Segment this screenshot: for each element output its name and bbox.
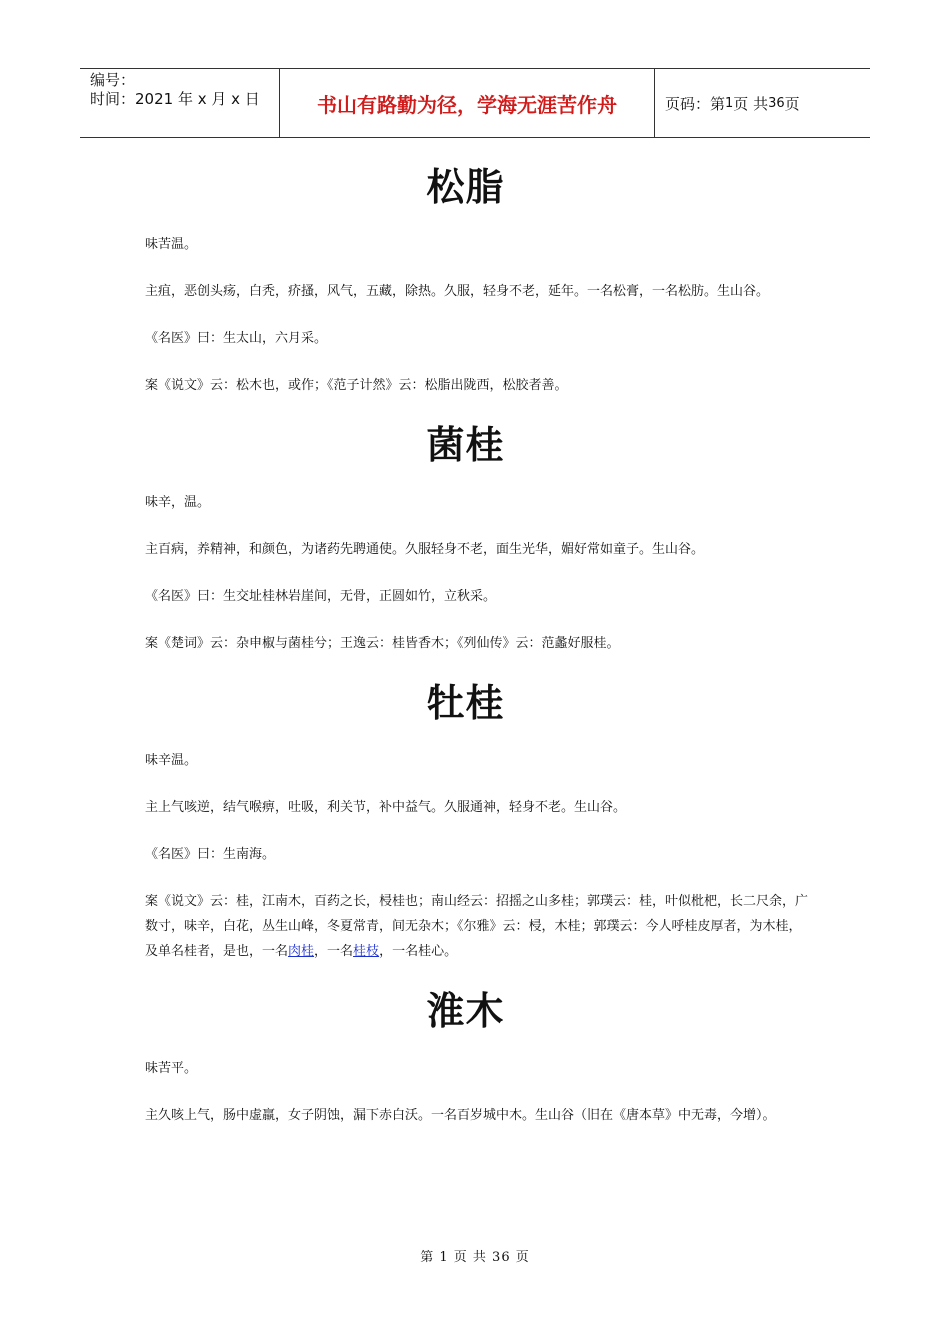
entry-note: 案《楚词》云：杂申椒与菌桂兮；王逸云：桂皆香木；《列仙传》云：范蠡好服桂。 <box>145 636 620 651</box>
entry-indications: 主上气咳逆，结气喉痹，吐吸，利关节，补中益气。久服通神，轻身不老。生山谷。 <box>145 800 627 815</box>
document-number: 编号： <box>90 71 136 89</box>
header-page-total: 36 <box>768 95 785 111</box>
header-meta <box>80 69 280 137</box>
document-body <box>145 150 810 1150</box>
entry-taste: 味苦平。 <box>145 1061 198 1076</box>
header-page-info: 页码：第 1 页 共 36 页 <box>665 94 800 113</box>
guizhi-link[interactable]: 桂枝 <box>353 944 380 959</box>
header-motto: 书山有路勤为径，学海无涯苦作舟 <box>280 69 655 137</box>
entry-mingyi: 《名医》曰：生南海。 <box>145 847 276 862</box>
entry-note: 案《说文》云：桂，江南木，百药之长，梫桂也；南山经云：招摇之山多桂；郭璞云：桂，叶似枇杷，长二尺余，广数寸，味辛，白花，丛生山峰，冬夏常青，间无杂木；《尔雅》云：梫，木桂；郭璞云：今人呼桂皮厚者，为木桂，及单名桂者，是也，一名肉桂，一名桂枝，一名桂心。 <box>145 894 809 959</box>
header-page-number: 1 <box>725 95 734 111</box>
entry-note: 案《说文》云：松木也，或作；《范子计然》云：松脂出陇西，松胶者善。 <box>145 378 568 393</box>
rougui-link[interactable]: 肉桂 <box>288 944 315 959</box>
entry-title: 菌桂 <box>426 423 505 467</box>
entry-indications: 主久咳上气，肠中虚羸，女子阴蚀，漏下赤白沃。一名百岁城中木。生山谷（旧在《唐本草》中无毒，今增）。 <box>145 1108 776 1123</box>
entry-mugui <box>145 678 810 964</box>
entry-taste: 味辛温。 <box>145 753 198 768</box>
entry-mingyi: 《名医》曰：生交址桂林岩崖间，无骨，正圆如竹，立秋采。 <box>145 589 497 604</box>
entry-indications: 主百病，养精神，和颜色，为诸药先聘通使。久服轻身不老，面生光华，媚好常如童子。生山谷。 <box>145 542 705 557</box>
page-header <box>80 68 870 138</box>
entry-taste: 味辛，温。 <box>145 495 211 510</box>
entry-huaimu <box>145 986 810 1128</box>
entry-title: 牡桂 <box>426 681 505 725</box>
entry-indications: 主疽，恶创头疡，白秃，疥搔，风气，五藏，除热。久服，轻身不老，延年。一名松膏，一名松肪。生山谷。 <box>145 284 770 299</box>
entry-songzhi <box>145 162 810 398</box>
page-footer: 第 1 页 共 36 页 <box>420 1250 530 1265</box>
entry-jungui <box>145 420 810 656</box>
entry-title: 淮木 <box>426 989 505 1033</box>
entry-title: 松脂 <box>426 165 505 209</box>
document-time: 时间：2021 年 x 月 x 日 <box>90 90 260 108</box>
entry-taste: 味苦温。 <box>145 237 198 252</box>
entry-mingyi: 《名医》曰：生太山，六月采。 <box>145 331 328 346</box>
